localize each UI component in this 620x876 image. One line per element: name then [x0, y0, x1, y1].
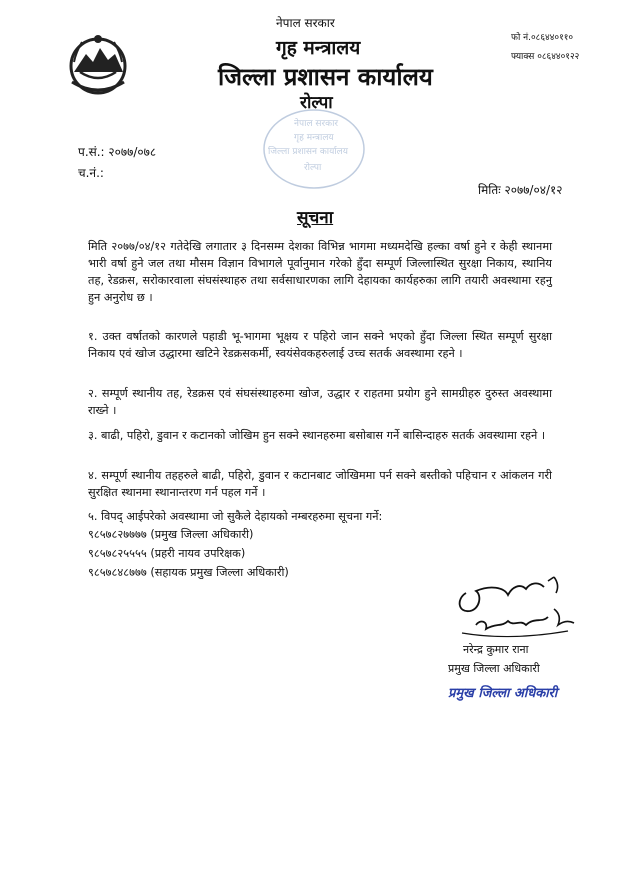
office-stamp — [262, 108, 366, 190]
notice-point-5: ५. विपद् आईपरेको अवस्थामा जो सुकैले देहायको नम्बरहरुमा सूचना गर्ने: — [88, 510, 383, 523]
notice-date: मितिः २०७७/०४/१२ — [478, 183, 563, 197]
contact-line: ९८५७८२५५५५ (प्रहरी नायव उपरिक्षक) — [88, 547, 246, 560]
ministry-name: गृह मन्त्रालय — [276, 37, 361, 59]
district-name: रोल्पा — [300, 93, 333, 113]
fax-number: फ्याक्स ०८६४४०१२२ — [511, 52, 580, 62]
phone-number: फो नं.०८६४४०११० — [511, 33, 574, 43]
signer-title: प्रमुख जिल्ला अधिकारी — [448, 662, 540, 675]
notice-point-3: ३. बाढी, पहिरो, डुवान र कटानको जोखिम हुन सक्ने स्थानहरुमा बसोबास गर्ने बासिन्दाहरु सतर्क अवस्थामा रहने । — [88, 429, 546, 442]
contact-line: ९८५७८२७७७७ (प्रमुख जिल्ला अधिकारी) — [88, 528, 254, 541]
notice-main-paragraph: मिति २०७७/०४/१२ गतेदेखि लगातार ३ दिनसम्म देशका विभिन्न भागमा मध्यमदेखि हल्का वर्षा हुने र केही स्थानमा भारी वर्षा हुने जल तथा मौसम विज्ञान विभागले पूर्वानुमान गरेको हुँदा सम्पूर्ण जिल्लास्थित सुरक्षा निकाय, स्थानिय तह, रेडक्रस, सरोकारवाला संघसंस्थाहरु तथा सर्वसाधारणका लागि देहायका कार्यहरुका लागि तयारी अवस्थामा रहनु हुन अनुरोध छ । — [88, 240, 552, 304]
nepal-emblem-icon — [66, 32, 130, 98]
contact-line: ९८५७८४८७७७ (सहायक प्रमुख जिल्ला अधिकारी) — [88, 566, 289, 579]
signer-name: नरेन्द्र कुमार राना — [463, 643, 529, 656]
dispatch-number: च.नं.: — [78, 166, 104, 180]
office-name: जिल्ला प्रशासन कार्यालय — [218, 63, 433, 91]
signer-stamp: प्रमुख जिल्ला अधिकारी — [448, 686, 558, 701]
stamp-line-4: रोल्पा — [304, 163, 322, 173]
stamp-line-3: जिल्ला प्रशासन कार्यालय — [268, 147, 348, 157]
handwritten-signature — [450, 575, 590, 645]
stamp-line-1: नेपाल सरकार — [294, 119, 339, 129]
stamp-line-2: गृह मन्त्रालय — [294, 133, 334, 143]
notice-point-4: ४. सम्पूर्ण स्थानीय तहहरुले बाढी, पहिरो, डुवान र कटानबाट जोखिममा पर्न सक्ने बस्तीको पहिचान र आंकलन गरी सुरक्षित स्थानमा स्थानान्तरण गर्न पहल गर्ने । — [88, 469, 552, 499]
notice-point-2: २. सम्पूर्ण स्थानीय तह, रेडक्रस एवं संघसंस्थाहरुमा खोज, उद्धार र राहतमा प्रयोग हुने सामग्रीहरु दुरुस्त अवस्थामा राख्ने । — [88, 387, 552, 417]
notice-heading: सूचना — [297, 208, 334, 228]
government-name: नेपाल सरकार — [276, 16, 335, 30]
reference-number: प.सं.: २०७७/०७८ — [78, 145, 157, 159]
notice-point-1: १. उक्त वर्षातको कारणले पहाडी भू-भागमा भूक्षय र पहिरो जान सक्ने भएको हुँदा जिल्ला स्थित सम्पूर्ण सुरक्षा निकाय एवं खोज उद्धारमा खटिने रेडक्रसकर्मी, स्वयंसेवकहरुलाई उच्च सतर्क अवस्थामा रहने । — [88, 330, 552, 360]
